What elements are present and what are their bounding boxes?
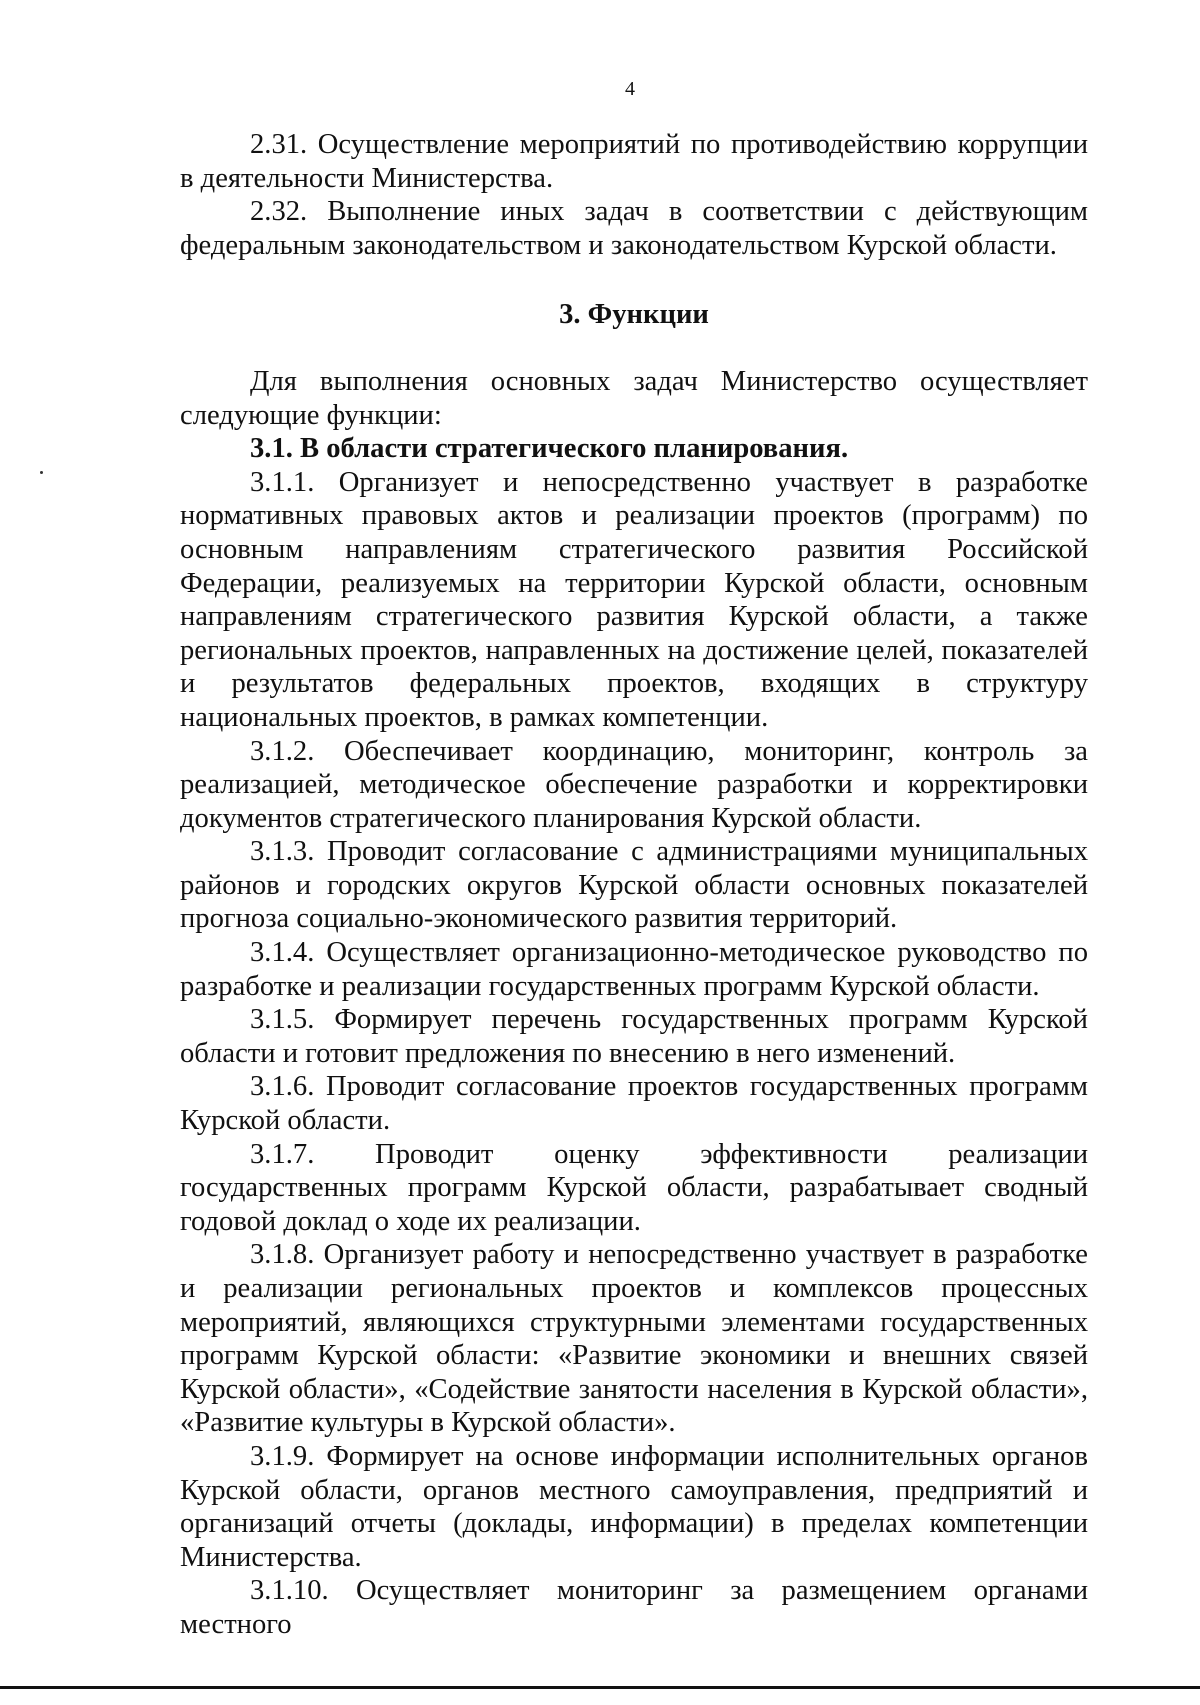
item-3-1-4: 3.1.4. Осуществляет организационно-методическое руководство по разработке и реализации государственных программ Курской области. [180,937,1088,1002]
paragraph-2-32: 2.32. Выполнение иных задач в соответствии с действующим федеральным законодательством и законодательством Курской области. [180,196,1088,261]
document-body [180,128,1088,1642]
item-3-1-8: 3.1.8. Организует работу и непосредственно участвует в разработке и реализации региональных проектов и комплексов процессных мероприятий, являющихся структурными элементами государственных программ Курской области: «Развитие экономики и внешних связей Курской области», «Содействие занятости населения в Курской области», «Развитие культуры в Курской области». [180,1239,1088,1439]
item-3-1-5: 3.1.5. Формирует перечень государственных программ Курской области и готовит предложения по внесению в него изменений. [180,1004,1088,1069]
section-title: 3. Функции [559,299,709,331]
item-3-1-10: 3.1.10. Осуществляет мониторинг за размещением органами местного [180,1575,1088,1640]
item-3-1-3: 3.1.3. Проводит согласование с администрациями муниципальных районов и городских округов Курской области основных показателей прогноза социально-экономического развития территорий. [180,836,1088,935]
item-3-1-9: 3.1.9. Формирует на основе информации исполнительных органов Курской области, органов местного самоуправления, предприятий и организаций отчеты (доклады, информации) в пределах компетенции Министерства. [180,1440,1088,1573]
item-3-1-7: 3.1.7. Проводит оценку эффективности реализации государственных программ Курской области, разрабатывает сводный годовой доклад о ходе их реализации. [180,1138,1088,1237]
section-intro: Для выполнения основных задач Министерство осуществляет следующие функции: [180,365,1088,431]
item-3-1-6: 3.1.6. Проводит согласование проектов государственных программ Курской области. [180,1071,1088,1137]
page-number: 4 [625,78,635,100]
scan-bottom-edge [0,1686,1200,1689]
item-3-1-2: 3.1.2. Обеспечивает координацию, мониторинг, контроль за реализацией, методическое обеспечение разработки и корректировки документов стратегического планирования Курской области. [180,735,1088,834]
scan-margin-mark [40,471,43,474]
item-3-1-1: 3.1.1. Организует и непосредственно участвует в разработке нормативных правовых актов и реализации проектов (программ) по основным направлениям стратегического развития Российской Федерации, реализуемых на территории Курской области, основным направлениям стратегического развития Курской области, а также региональных проектов, направленных на достижение целей, показателей и результатов федеральных проектов, входящих в структуру национальных проектов, в рамках компетенции. [180,466,1088,733]
paragraph-2-31: 2.31. Осуществление мероприятий по противодействию коррупции в деятельности Министерства. [180,129,1088,194]
subsection-title: 3.1. В области стратегического планирования. [250,433,849,465]
